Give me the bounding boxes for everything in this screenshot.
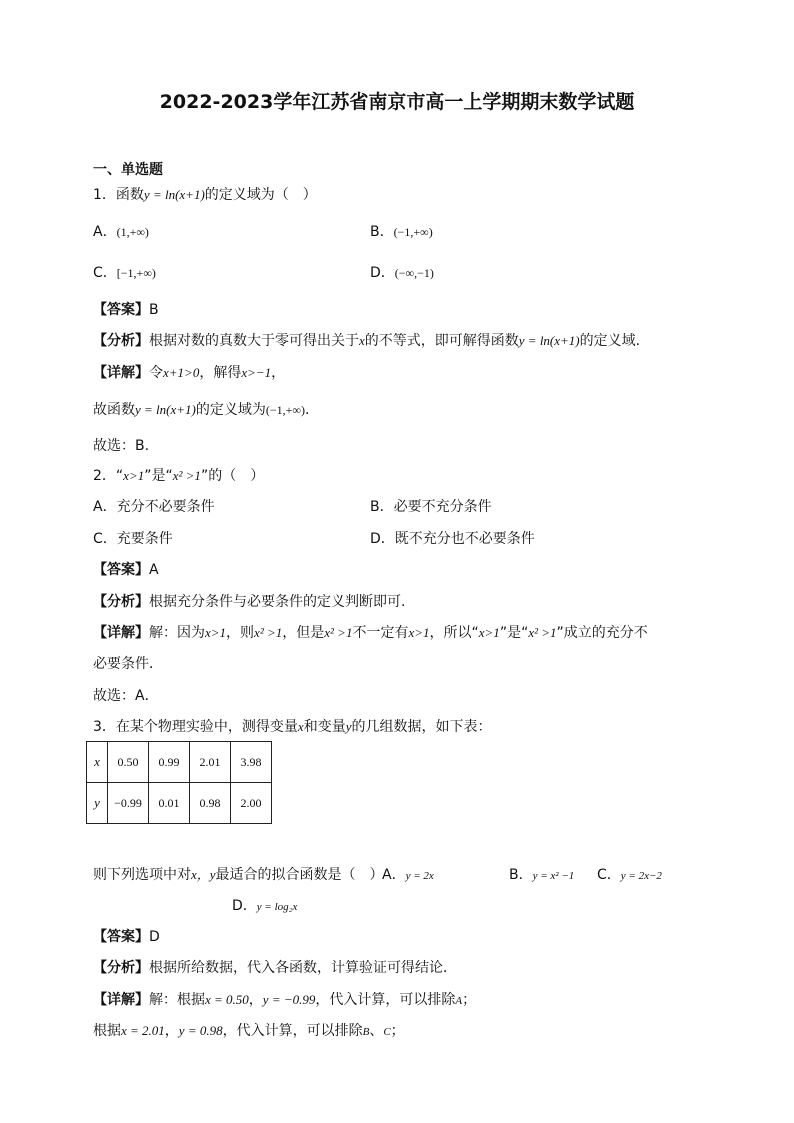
q1-detail-text-b: ，解得	[199, 365, 242, 381]
q3-answer-value: D	[149, 929, 160, 945]
table-cell: 3.98	[231, 742, 272, 783]
table-cell: 0.98	[190, 783, 231, 824]
q2-option-c: C．充要条件	[93, 531, 173, 547]
q1-stem	[93, 185, 317, 205]
q3-analysis-tag: 【分析】	[93, 960, 149, 976]
q2-detail-text-7: ”成立的充分不	[556, 625, 648, 641]
q2-detail-text-4: 不一定有	[352, 625, 409, 641]
q1-option-c-value: [−1,+∞)	[116, 266, 156, 280]
q2-option-b: B．必要不充分条件	[370, 499, 492, 515]
q1-detail-text-a: 令	[149, 365, 163, 381]
q3-option-c-value: y = 2x−2	[620, 870, 662, 882]
q3-detail2-formula-1: x = 2.01	[121, 1023, 165, 1038]
q2-detail-formula-1: x>1	[205, 625, 227, 640]
q2-analysis-tag: 【分析】	[93, 594, 149, 610]
q3-detail-tag: 【详解】	[93, 992, 149, 1008]
q2-analysis-text: 根据充分条件与必要条件的定义判断即可.	[149, 594, 406, 610]
q1-analysis	[93, 331, 640, 351]
q1-option-d-value: (−∞,−1)	[394, 266, 434, 280]
q1-detail-formula-1: x+1>0	[163, 365, 200, 380]
q3-detail-excluded-a: A	[455, 995, 463, 1007]
q3-option-a-label: A．	[382, 867, 406, 883]
q3-detail2-excluded-c: C	[383, 1026, 391, 1038]
q2-detail-text-1: 解：因为	[149, 625, 205, 641]
q1-option-a	[93, 222, 149, 242]
q2-answer-tag: 【答案】	[93, 562, 149, 578]
q3-detail-line-2	[93, 1021, 405, 1042]
q1-analysis-tag: 【分析】	[93, 333, 149, 349]
q1-detail-text-c: ，	[271, 365, 286, 381]
table-cell: 2.01	[190, 742, 231, 783]
q2-option-a: A．充分不必要条件	[93, 499, 215, 515]
q1-analysis-formula: y = ln(x+1)	[518, 333, 580, 348]
q1-conclusion-text-c: .	[304, 402, 310, 418]
section-heading: 一、单选题	[93, 162, 163, 178]
q3-detail-formula-1: x = 0.50	[205, 992, 249, 1007]
q2-detail-formula-5: x>1	[478, 625, 500, 640]
q3-detail-text-b: ，	[248, 992, 263, 1008]
q3-stem-text-a: 3．在某个物理实验中，测得变量	[93, 719, 298, 735]
table-cell: 0.50	[108, 742, 149, 783]
q1-option-a-value: (1,+∞)	[116, 225, 149, 239]
q3-detail-text-a: 解：根据	[149, 992, 205, 1008]
q1-conclusion-text-b: 的定义域为	[195, 402, 266, 418]
q2-detail-text-5: ，所以“	[429, 625, 479, 641]
q3-choose-text-a: 则下列选项中对	[93, 867, 191, 883]
q2-detail-formula-2: x² >1	[254, 625, 283, 640]
q1-option-a-label: A．	[93, 224, 117, 240]
q3-option-a-value: y = 2x	[405, 870, 434, 882]
q1-option-b-value: (−1,+∞)	[393, 225, 433, 239]
q3-stem-text-c: 的几组数据，如下表：	[351, 719, 492, 735]
q3-detail2-text-b: ，	[164, 1023, 179, 1039]
q1-analysis-text-a: 根据对数的真数大于零可得出关于	[149, 333, 359, 349]
q1-stem-prefix: 1．函数	[93, 187, 144, 203]
q3-option-b-label: B．	[509, 867, 533, 883]
q3-choose-text-b: 最适合的拟合函数是（ ）	[215, 867, 384, 883]
q2-detail-tag: 【详解】	[93, 625, 149, 641]
q2-detail-text-6: ”是“	[499, 625, 529, 641]
q1-conclusion	[93, 400, 309, 420]
q1-option-c-label: C．	[93, 265, 117, 281]
q1-conclusion-interval: (−1,+∞)	[265, 403, 305, 417]
table-row-x	[87, 742, 272, 783]
q3-detail2-excluded-b: B	[362, 1026, 370, 1038]
q3-option-d-label: D．	[232, 898, 257, 914]
q1-answer-value: B	[149, 302, 159, 318]
q3-choose-vars: x，y	[191, 867, 216, 882]
table-cell: 0.01	[149, 783, 190, 824]
q2-detail	[93, 623, 648, 643]
q3-detail	[93, 990, 476, 1011]
q3-detail2-formula-2: y = 0.98	[178, 1023, 223, 1038]
q1-stem-formula: y = ln(x+1)	[143, 187, 205, 202]
table-label-y: y	[87, 783, 108, 824]
q2-stem	[93, 466, 264, 486]
q3-option-c	[597, 865, 662, 886]
q2-analysis	[93, 592, 405, 612]
q3-choose-line	[93, 865, 384, 885]
q3-analysis	[93, 958, 457, 978]
q3-option-b-value: y = x² −1	[532, 870, 575, 882]
q1-option-d	[370, 263, 434, 283]
q3-option-b	[509, 865, 574, 886]
q3-stem-var-y: y	[345, 719, 352, 734]
q3-answer	[93, 927, 160, 947]
table-cell: 0.99	[149, 742, 190, 783]
q2-stem-text-c: ”的（ ）	[200, 468, 265, 484]
q3-analysis-text: 根据所给数据，代入各函数，计算验证可得结论．	[149, 960, 457, 976]
data-table	[86, 741, 272, 824]
table-cell: 2.00	[231, 783, 272, 824]
q2-detail-formula-3: x² >1	[324, 625, 353, 640]
q2-stem-text-a: 2．“	[93, 468, 124, 484]
q3-detail-text-c: ，代入计算，可以排除	[315, 992, 456, 1008]
q1-conclusion-text-a: 故函数	[93, 402, 135, 418]
q2-detail-formula-6: x² >1	[528, 625, 557, 640]
table-label-x: x	[87, 742, 108, 783]
q1-answer-tag: 【答案】	[93, 302, 149, 318]
q3-detail-text-d: ；	[462, 992, 477, 1008]
q1-analysis-var: x	[359, 333, 365, 348]
q3-option-d-value: y = log₂x	[256, 901, 298, 913]
q1-stem-suffix: 的定义域为（ ）	[204, 187, 317, 203]
q2-stem-formula-2: x² >1	[172, 468, 201, 483]
page-title: 2022-2023学年江苏省南京市高一上学期期末数学试题	[159, 91, 635, 113]
q2-choice: 故选：A．	[93, 688, 159, 704]
q2-detail-text-2: ，则	[226, 625, 255, 641]
table-row-y	[87, 783, 272, 824]
q3-stem-text-b: 和变量	[303, 719, 346, 735]
q3-answer-tag: 【答案】	[93, 929, 149, 945]
q3-option-a	[382, 865, 434, 886]
q1-conclusion-formula: y = ln(x+1)	[135, 402, 196, 417]
q1-option-c	[93, 263, 156, 283]
q1-choice: 故选：B.	[93, 438, 150, 454]
q3-option-d	[232, 896, 297, 917]
q2-answer	[93, 560, 159, 580]
q3-detail2-text-d: ；	[390, 1023, 405, 1039]
q3-stem-var-x: x	[297, 719, 304, 734]
q1-option-b	[370, 222, 433, 242]
q3-option-c-label: C．	[597, 867, 621, 883]
q2-stem-text-b: ”是“	[144, 468, 173, 484]
table-cell: −0.99	[108, 783, 149, 824]
q1-detail-formula-2: x>−1	[241, 365, 272, 380]
q2-option-d: D．既不充分也不必要条件	[370, 531, 535, 547]
q1-option-b-label: B．	[370, 224, 394, 240]
q2-detail-line-2: 必要条件．	[93, 656, 163, 672]
q2-detail-text-3: ，但是	[282, 625, 325, 641]
q2-detail-formula-4: x>1	[408, 625, 430, 640]
q1-analysis-text-b: 的不等式，即可解得函数	[364, 333, 519, 349]
q3-detail-formula-2: y = −0.99	[262, 992, 316, 1007]
q1-option-d-label: D．	[370, 265, 395, 281]
q1-analysis-text-c: 的定义域.	[579, 333, 641, 349]
q3-stem	[93, 717, 491, 737]
q3-detail2-text-a: 根据	[93, 1023, 121, 1039]
q2-stem-formula-1: x>1	[123, 468, 145, 483]
q2-answer-value: A	[149, 562, 159, 578]
q3-detail2-separator: 、	[369, 1023, 384, 1039]
q1-detail-tag: 【详解】	[93, 365, 149, 381]
q3-detail2-text-c: ，代入计算，可以排除	[222, 1023, 363, 1039]
q1-detail	[93, 363, 285, 383]
q1-answer	[93, 300, 159, 320]
